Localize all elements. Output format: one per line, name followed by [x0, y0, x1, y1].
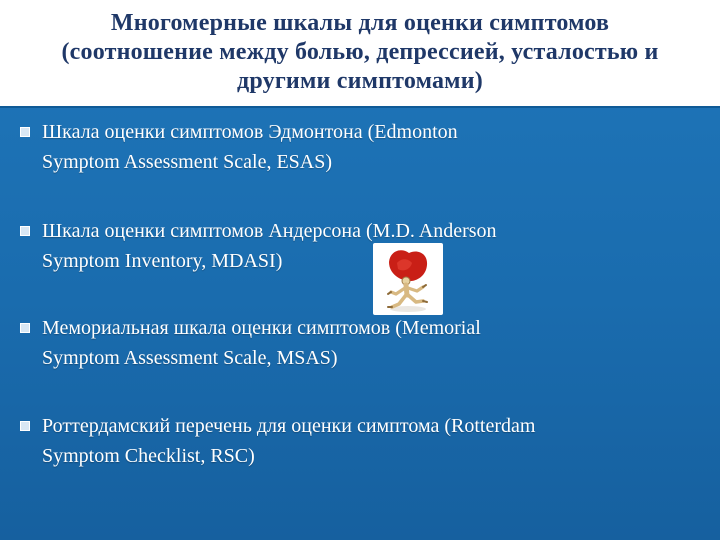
bullet-item-msas: [20, 313, 675, 373]
bullet-text-msas: [42, 313, 675, 373]
bullet-line: Symptom Inventory, MDASI): [42, 250, 283, 272]
figure-illustration: [373, 243, 443, 315]
bullet-text-rsc: [42, 411, 675, 471]
figure-with-red-head-icon: [373, 243, 443, 315]
title-line-2: (соотношение между болью, депрессией, усталостью и: [61, 39, 659, 65]
bullet-line: Symptom Assessment Scale, MSAS): [42, 347, 338, 369]
bullet-item-mdasi: [20, 216, 675, 276]
bullet-line: Мемориальная шкала оценки симптомов (Memorial: [42, 317, 481, 339]
bullet-marker-icon: [20, 226, 30, 236]
bullet-marker-icon: [20, 127, 30, 137]
bullet-marker-icon: [20, 323, 30, 333]
bullet-line: Symptom Assessment Scale, ESAS): [42, 151, 333, 173]
title-line-1: Многомерные шкалы для оценки симптомов: [110, 10, 610, 36]
bullet-line: Роттердамский перечень для оценки симптома (Rotterdam: [42, 415, 536, 437]
bullet-line: Шкала оценки симптомов Эдмонтона (Edmonton: [42, 121, 458, 143]
bullet-marker-icon: [20, 421, 30, 431]
bullet-item-rsc: [20, 411, 675, 471]
bullet-text-esas: [42, 117, 675, 177]
bullet-text-mdasi: [42, 216, 675, 276]
title-line-3: другими симптомами): [237, 68, 483, 94]
bullet-line: Symptom Checklist, RSC): [42, 445, 255, 467]
bullet-line: Шкала оценки симптомов Андерсона (M.D. Anderson: [42, 220, 497, 242]
bullet-item-esas: [20, 117, 675, 177]
